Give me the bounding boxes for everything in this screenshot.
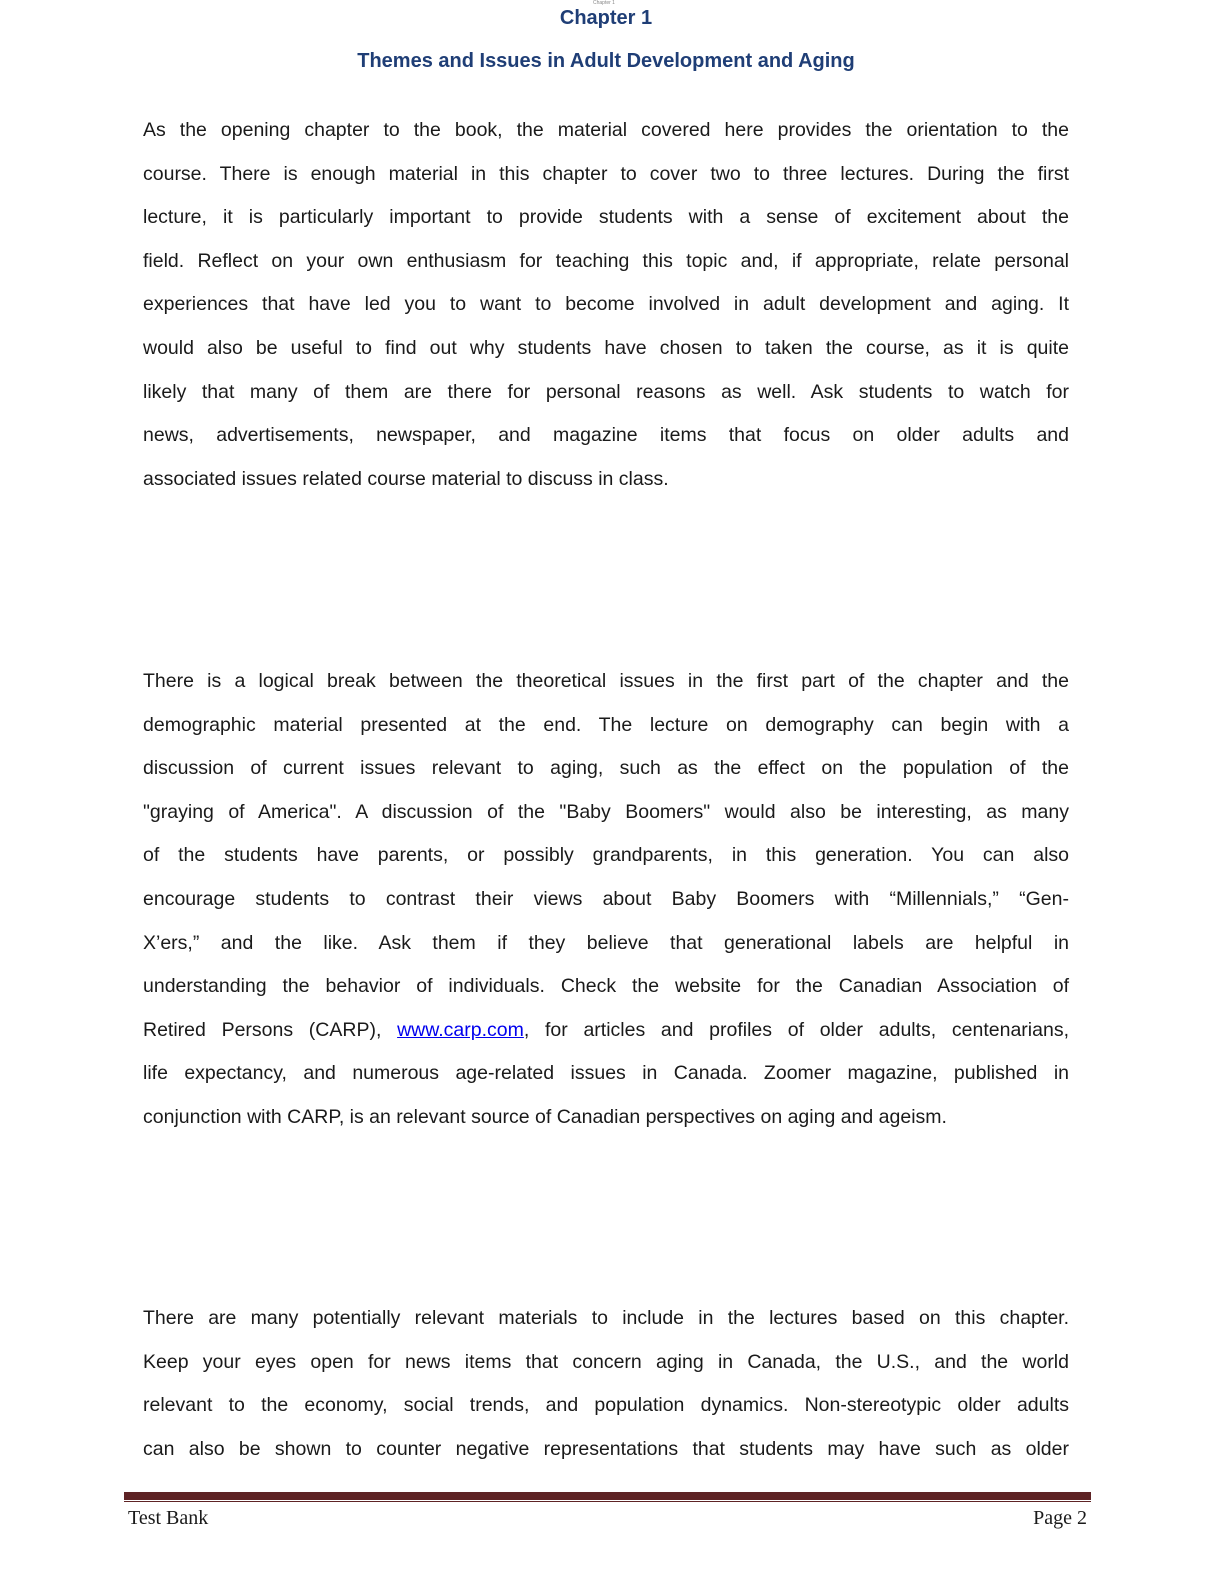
text-line: Keep your eyes open for news items that concern aging in Canada, the U.S., and the world: [143, 1350, 1069, 1373]
text-line: There is a logical break between the theoretical issues in the first part of the chapter and the: [143, 670, 1069, 692]
text-line: lecture, it is particularly important to provide students with a sense of excitement about the: [143, 206, 1069, 229]
text-line: demographic material presented at the end. The lecture on demography can begin with a: [143, 713, 1069, 736]
text-line: news, advertisements, newspaper, and magazine items that focus on older adults and: [143, 424, 1069, 447]
text-line: "graying of America". A discussion of the "Baby Boomers" would also be interesting, as many: [143, 800, 1069, 823]
text-line: conjunction with CARP, is an relevant source of Canadian perspectives on aging and ageism.: [143, 1105, 947, 1128]
chapter-title: Themes and Issues in Adult Development and Aging: [357, 50, 855, 72]
text-line: field. Reflect on your own enthusiasm for teaching this topic and, if appropriate, relate personal: [143, 249, 1069, 272]
chapter-number: Chapter 1: [559, 7, 653, 29]
text-line: discussion of current issues relevant to aging, such as the effect on the population of the: [143, 757, 1069, 780]
text-line: likely that many of them are there for personal reasons as well. Ask students to watch for: [143, 380, 1069, 403]
text-line: X’ers,” and the like. Ask them if they believe that generational labels are helpful in: [143, 931, 1069, 954]
paragraph-materials: [143, 1297, 1069, 1471]
paragraph-demography: [143, 660, 1069, 1140]
footer-rule: [124, 1492, 1091, 1500]
header-mark: Chapter 1: [593, 0, 615, 6]
text-line: of the students have parents, or possibly grandparents, in this generation. You can also: [143, 844, 1069, 867]
text-line: life expectancy, and numerous age-related issues in Canada. Zoomer magazine, published in: [143, 1062, 1069, 1085]
text-line: encourage students to contrast their views about Baby Boomers with “Millennials,” “Gen-: [143, 887, 1069, 910]
text-line: relevant to the economy, social trends, and population dynamics. Non-stereotypic older adults: [143, 1394, 1069, 1417]
text-line-with-link: [143, 1009, 1069, 1053]
text-line: can also be shown to counter negative representations that students may have such as older: [143, 1437, 1069, 1460]
text-line: understanding the behavior of individuals. Check the website for the Canadian Association of: [143, 975, 1069, 998]
text-line: would also be useful to find out why students have chosen to taken the course, as it is quite: [143, 336, 1069, 359]
text-line: associated issues related course material to discuss in class.: [143, 467, 669, 490]
text-segment: , for articles and profiles of older adults, centenarians,: [523, 1018, 1069, 1041]
footer-label: Test Bank: [128, 1507, 209, 1529]
text-line: There are many potentially relevant materials to include in the lectures based on this chapter.: [143, 1307, 1069, 1329]
text-line: As the opening chapter to the book, the material covered here provides the orientation to the: [143, 119, 1069, 141]
footer-rule-thin: [124, 1501, 1091, 1502]
text-segment: Retired Persons (CARP),: [143, 1018, 398, 1041]
text-line: experiences that have led you to want to become involved in adult development and aging. It: [143, 293, 1069, 316]
page-number: Page 2: [1033, 1507, 1087, 1529]
carp-website-link[interactable]: www.carp.com: [397, 1018, 524, 1041]
text-line: course. There is enough material in this chapter to cover two to three lectures. During the first: [143, 162, 1069, 185]
paragraph-intro: [143, 109, 1069, 501]
